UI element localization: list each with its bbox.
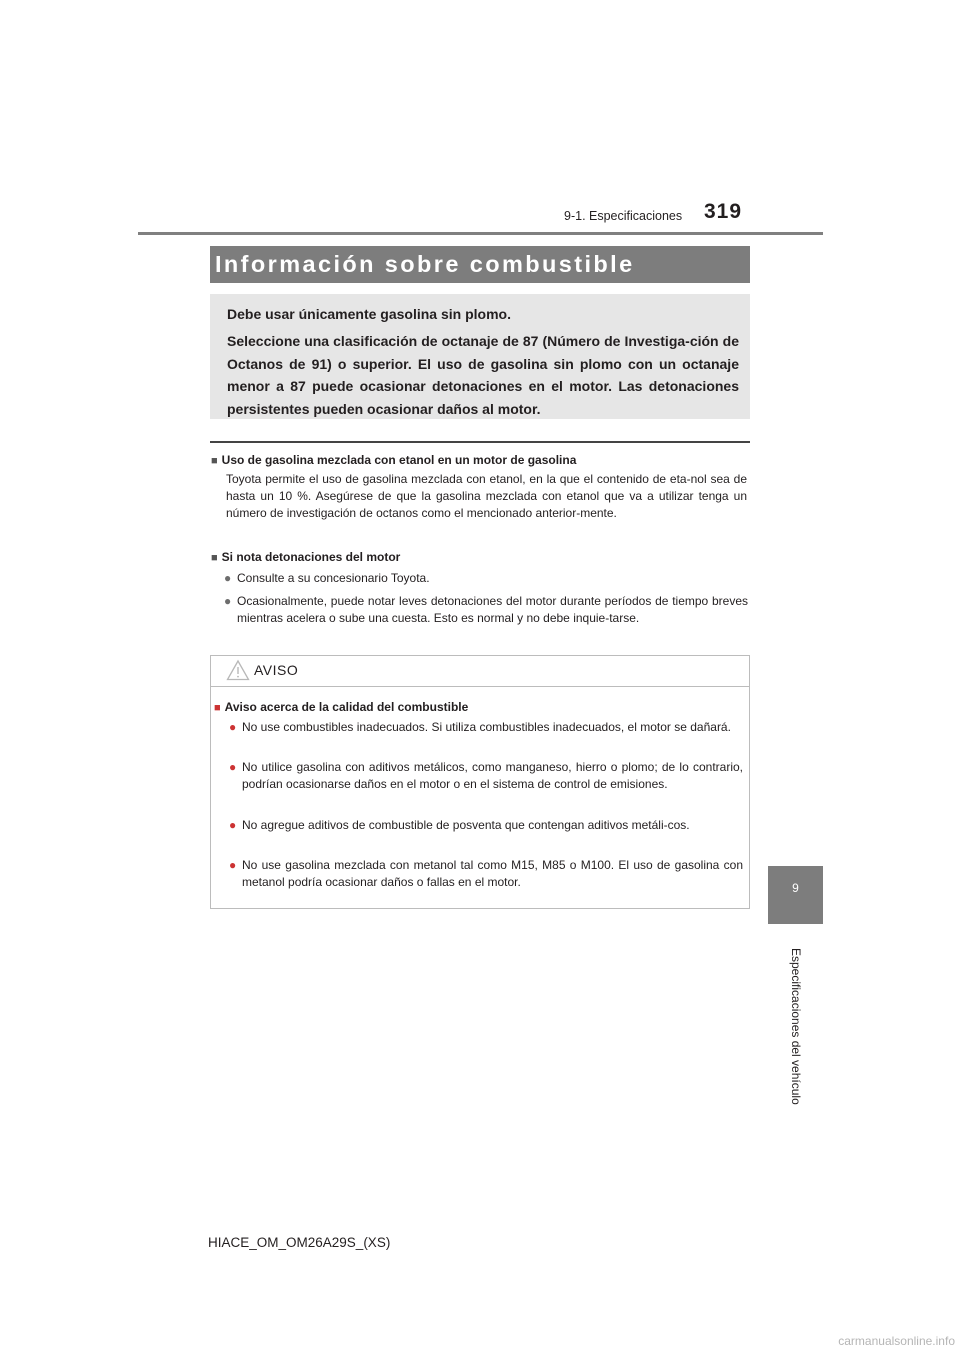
- list-item: [229, 759, 743, 813]
- list-item-text: No agregue aditivos de combustible de posventa que contengan aditivos metáli-cos.: [242, 818, 690, 832]
- dot-bullet-icon: ●: [229, 858, 237, 872]
- note-heading-text: Si nota detonaciones del motor: [221, 550, 401, 564]
- dot-bullet-icon: ●: [229, 760, 237, 774]
- intro-paragraph-2: Seleccione una clasificación de octanaje de 87 (Número de Investiga-ción de Octanos de 91) o superior. El uso de gasolina sin plomo con un octanaje menor a 87 puede ocasionar detonaciones en el motor. Las detonaciones persistentes pueden ocasionar daños al motor.: [227, 333, 739, 417]
- aviso-header-rule: [211, 686, 749, 687]
- list-item: [224, 570, 748, 588]
- intro-box: [210, 294, 750, 419]
- square-bullet-icon: ■: [214, 702, 221, 714]
- intro-paragraph-1: Debe usar únicamente gasolina sin plomo.: [227, 306, 511, 322]
- page-title: Información sobre combustible: [215, 251, 635, 277]
- dot-bullet-icon: ●: [224, 594, 232, 608]
- note-heading-ethanol: [211, 453, 576, 467]
- list-item-text: No use combustibles inadecuados. Si utiliza combustibles inadecuados, el motor se dañará.: [242, 720, 731, 734]
- list-item: [229, 719, 743, 755]
- list-item: [229, 817, 743, 853]
- note-body-ethanol: Toyota permite el uso de gasolina mezclada con etanol, en la que el contenido de eta-nol sea de hasta un 10 %. Asegúrese de que la gasolina mezclada con etanol que va a utilizar tenga un número de investigación de octanos como el mencionado anterior-mente.: [226, 472, 747, 521]
- watermark: carmanualsonline.info: [838, 1334, 955, 1348]
- dot-bullet-icon: ●: [229, 818, 237, 832]
- list-item: [224, 593, 748, 645]
- square-bullet-icon: ■: [211, 552, 218, 564]
- aviso-label: AVISO: [254, 662, 299, 678]
- dot-bullet-icon: ●: [229, 720, 237, 734]
- aviso-heading: [214, 700, 468, 714]
- chapter-tab: [768, 866, 823, 924]
- square-bullet-icon: ■: [211, 455, 218, 467]
- chapter-label: Especificaciones del vehículo: [789, 948, 803, 1105]
- warning-triangle-icon: [226, 659, 250, 681]
- note-heading-knocking: [211, 550, 400, 564]
- note-heading-text: Uso de gasolina mezclada con etanol en un motor de gasolina: [221, 453, 577, 467]
- section-title: 9-1. Especificaciones: [564, 209, 683, 223]
- section-divider: [210, 441, 750, 443]
- footer-code: HIACE_OM_OM26A29S_(XS): [208, 1235, 391, 1250]
- chapter-number: 9: [792, 881, 799, 895]
- list-item: [229, 857, 743, 893]
- aviso-heading-text: Aviso acerca de la calidad del combustible: [224, 700, 469, 714]
- list-item-text: Ocasionalmente, puede notar leves detonaciones del motor durante períodos de tiempo breves mientras acelera o sube una cuesta. Esto es normal y no debe inquie-tarse.: [237, 594, 748, 626]
- list-item-text: No use gasolina mezclada con metanol tal como M15, M85 o M100. El uso de gasolina con metanol podría ocasionar daños o fallas en el motor.: [242, 858, 743, 890]
- list-item-text: No utilice gasolina con aditivos metálicos, como manganeso, hierro o plomo; de lo contrario, podrían ocasionarse daños en el motor o en el sistema de control de emisiones.: [242, 760, 743, 792]
- dot-bullet-icon: ●: [224, 571, 232, 585]
- header-rule: [138, 232, 823, 235]
- page-number: 319: [704, 200, 743, 223]
- list-item-text: Consulte a su concesionario Toyota.: [237, 571, 430, 585]
